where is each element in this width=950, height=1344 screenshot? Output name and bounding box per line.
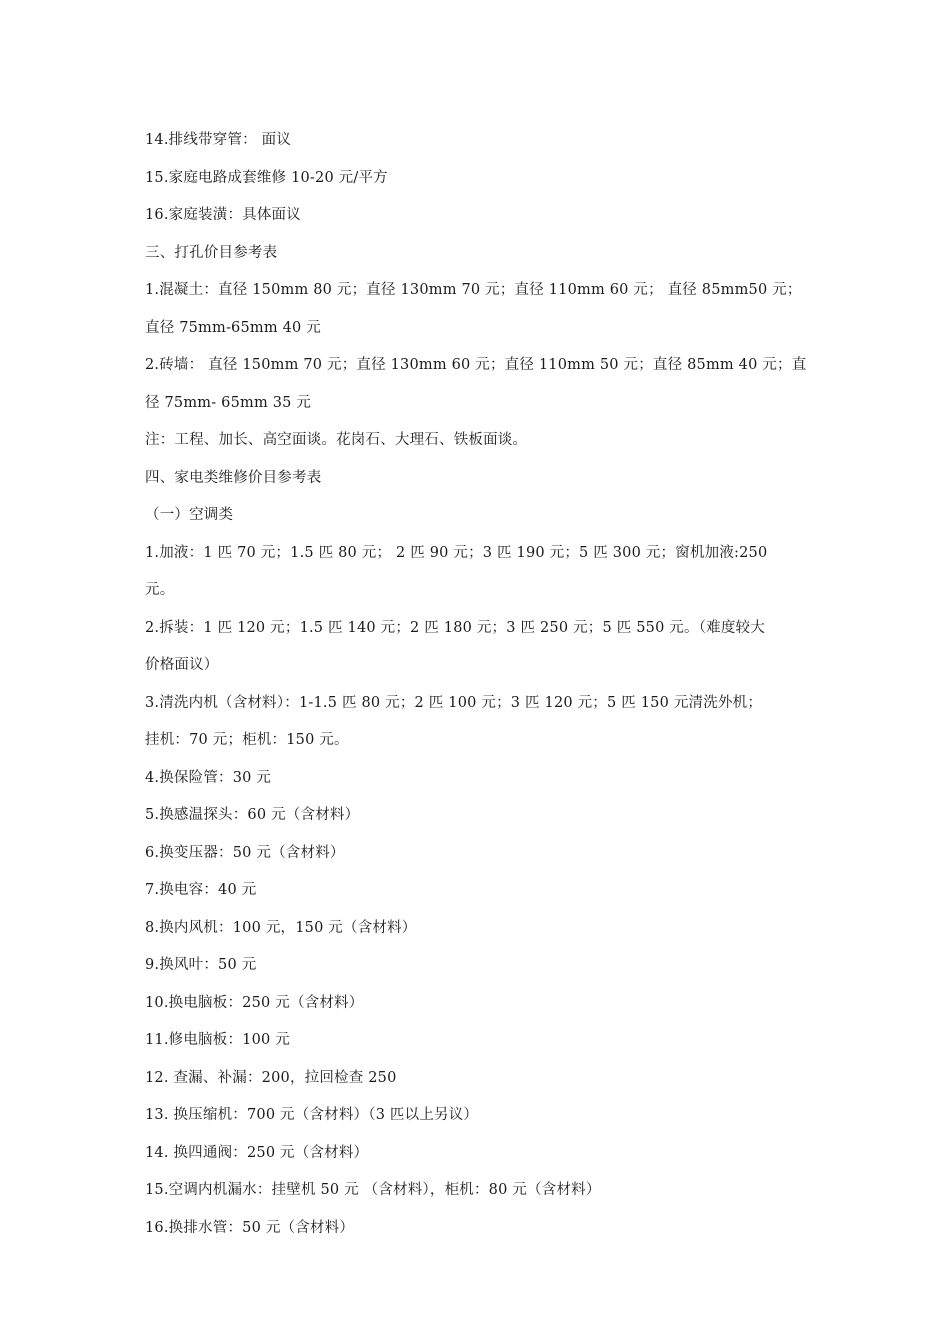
section-heading: 三、打孔价目参考表 (145, 244, 278, 261)
text-line: 1.混凝土：直径 150mm 80 元；直径 130mm 70 元；直径 110mm 60 元； 直径 85mm50 元； (145, 282, 802, 298)
text-line: 12. 查漏、补漏：200，拉回检查 250 (145, 1069, 397, 1086)
text-line: 3.清洗内机（含材料）：1-1.5 匹 80 元；2 匹 100 元；3 匹 120 元；5 匹 150 元清洗外机； (145, 694, 763, 711)
text-line: 15.空调内机漏水：挂壁机 50 元 （含材料），柜机：80 元（含材料） (145, 1182, 601, 1198)
text-line: 1.加液：1 匹 70 元；1.5 匹 80 元； 2 匹 90 元；3 匹 190 元；5 匹 300 元；窗机加液:250 (145, 544, 768, 561)
text-line: 16.换排水管：50 元（含材料） (145, 1219, 355, 1236)
text-line: 14. 换四通阀：250 元（含材料） (145, 1144, 369, 1161)
text-line: 元。 (145, 582, 175, 598)
text-line: 8.换内风机：100 元，150 元（含材料） (145, 919, 417, 936)
text-line: 直径 75mm-65mm 40 元 (145, 319, 321, 336)
text-line: 15.家庭电路成套维修 10-20 元/平方 (145, 169, 388, 186)
note-line: 注：工程、加长、高空面谈。花岗石、大理石、铁板面谈。 (145, 432, 528, 448)
text-line: 5.换感温探头：60 元（含材料） (145, 807, 360, 823)
text-line: 4.换保险管：30 元 (145, 769, 272, 786)
text-line: 2.拆装：1 匹 120 元；1.5 匹 140 元；2 匹 180 元；3 匹 250 元；5 匹 550 元。（难度较大 (145, 619, 765, 636)
text-line: 9.换风叶：50 元 (145, 957, 257, 973)
text-line: 10.换电脑板：250 元（含材料） (145, 994, 364, 1011)
text-line: 16.家庭装潢：具体面议 (145, 207, 301, 223)
text-line: 径 75mm- 65mm 35 元 (145, 394, 312, 411)
text-line: 挂机：70 元；柜机：150 元。 (145, 732, 349, 748)
text-line: 11.修电脑板：100 元 (145, 1032, 290, 1048)
text-line: 价格面议） (145, 657, 219, 673)
text-line: 2.砖墙： 直径 150mm 70 元；直径 130mm 60 元；直径 110mm 50 元；直径 85mm 40 元；直 (145, 357, 807, 373)
text-line: 7.换电容：40 元 (145, 882, 257, 898)
text-line: 13. 换压缩机：700 元（含材料）（3 匹以上另议） (145, 1107, 479, 1123)
section-heading: 四、家电类维修价目参考表 (145, 469, 322, 486)
subsection-heading: （一）空调类 (145, 507, 234, 523)
text-line: 6.换变压器：50 元（含材料） (145, 844, 345, 861)
document-body (145, 122, 813, 1247)
text-line: 14.排线带穿管： 面议 (145, 132, 292, 148)
